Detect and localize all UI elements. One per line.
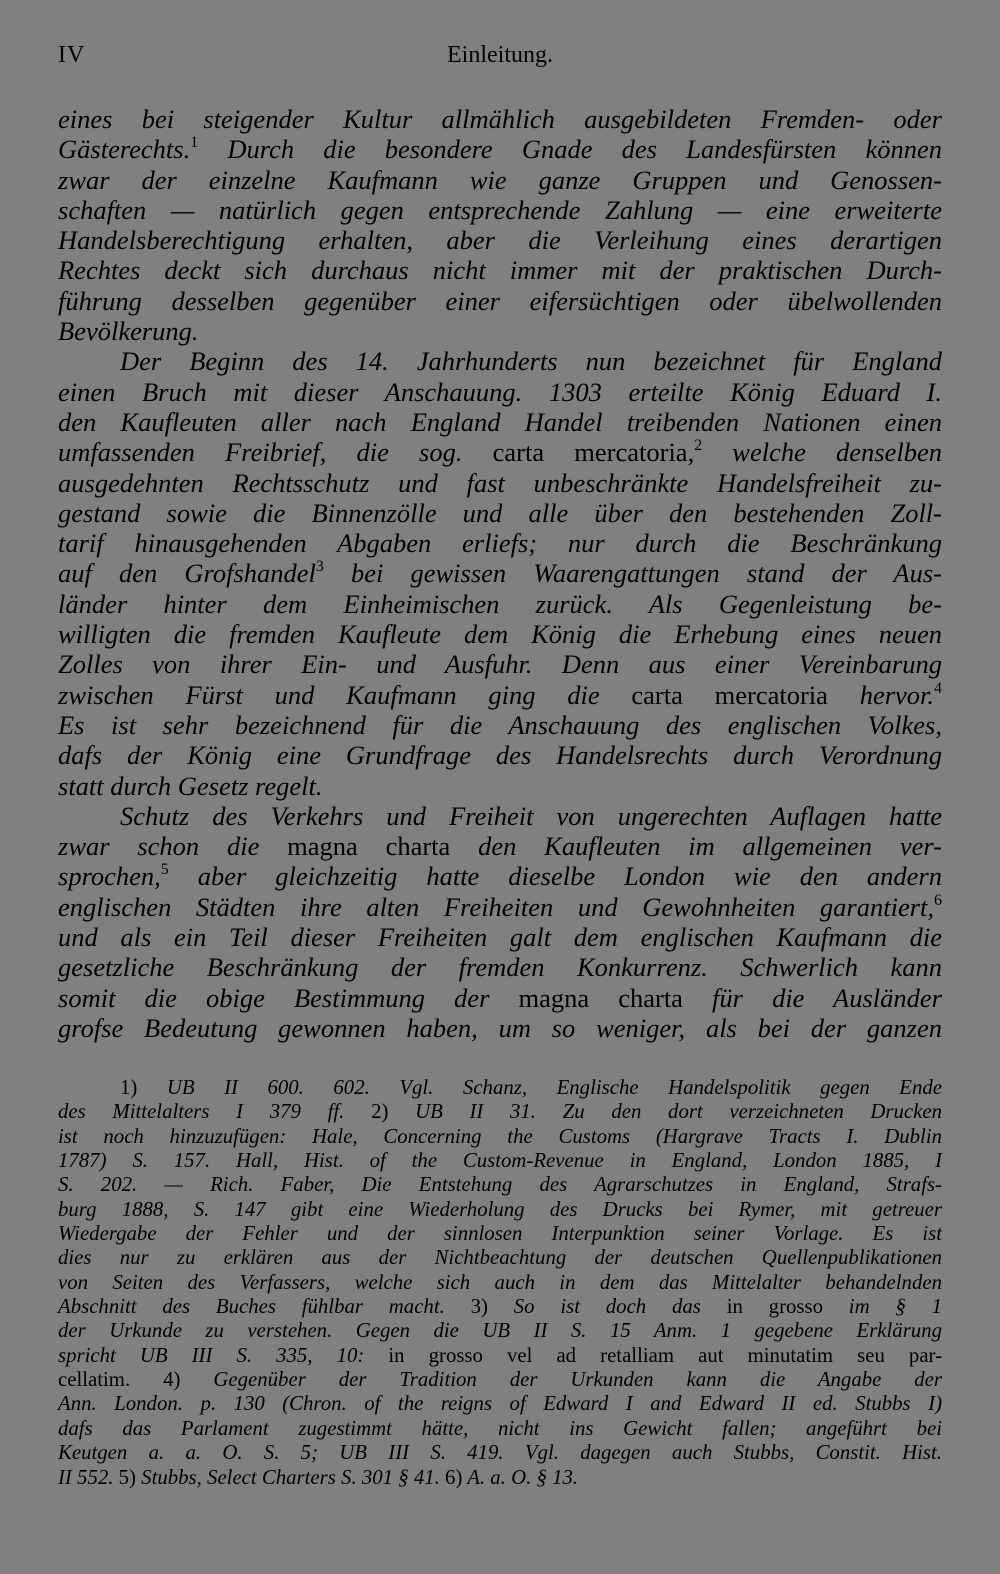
text-run: von Seiten des Verfassers, welche sich auch in dem das Mittelalter behandelnden bbox=[58, 1270, 942, 1294]
text-run: dies nur zu erklären aus der Nichtbeachtung der deutschen Quellenpublikationen bbox=[58, 1246, 942, 1270]
text-run: Stubbs, Select Charters S. 301 § 41. bbox=[135, 1465, 446, 1489]
text-run: A. a. O. § 13. bbox=[462, 1465, 579, 1489]
text-run: welche denselben bbox=[702, 437, 942, 468]
footnote-line bbox=[58, 1222, 942, 1246]
text-line bbox=[58, 528, 942, 558]
footnote-line bbox=[58, 1319, 942, 1343]
text-run: englischen Städten ihre alten Freiheiten und Gewohnheiten garantiert, bbox=[58, 891, 935, 922]
text-run: So ist doch das bbox=[487, 1295, 727, 1319]
text-line bbox=[58, 861, 942, 891]
text-run: ist noch hinzuzufügen: Hale, Concerning the Customs (Hargrave Tracts I. Dublin bbox=[58, 1124, 942, 1148]
text-line bbox=[58, 771, 942, 801]
text-run: aber gleichzeitig hatte dieselbe London wie den andern bbox=[168, 861, 942, 892]
footnote-line bbox=[58, 1149, 942, 1173]
upright-text: carta mercatoria bbox=[631, 679, 828, 710]
upright-text: 6) bbox=[445, 1465, 463, 1489]
text-run: Handelsberechtigung erhalten, aber die Verleihung eines derartigen bbox=[58, 225, 942, 256]
running-head: Einleitung. bbox=[447, 42, 553, 68]
text-line bbox=[58, 831, 942, 861]
text-run: Wiedergabe der Fehler und der sinnlosen Interpunktion seiner Vorlage. Es ist bbox=[58, 1222, 942, 1246]
footnote-line bbox=[58, 1392, 942, 1416]
main-text bbox=[58, 104, 942, 1043]
text-run: dafs der König eine Grundfrage des Handelsrechts durch Verordnung bbox=[58, 740, 942, 771]
footnote-line bbox=[58, 1076, 942, 1100]
text-line bbox=[58, 892, 942, 922]
footnote-line bbox=[58, 1173, 942, 1197]
text-run: Keutgen a. a. O. S. 5; UB III S. 419. Vgl. dagegen auch Stubbs, Constit. Hist. bbox=[58, 1441, 942, 1465]
text-run: ausgedehnten Rechtsschutz und fast unbeschränkte Handelsfreiheit zu- bbox=[58, 467, 942, 498]
upright-text: cellatim. bbox=[58, 1368, 131, 1392]
text-line bbox=[58, 922, 942, 952]
text-run: Schutz des Verkehrs und Freiheit von ungerechten Auflagen hatte bbox=[120, 800, 942, 831]
text-run: gesetzliche Beschränkung der fremden Konkurrenz. Schwerlich kann bbox=[58, 952, 942, 983]
text-run: Es ist sehr bezeichnend für die Anschauung des englischen Volkes, bbox=[58, 709, 942, 740]
text-line bbox=[58, 952, 942, 982]
footnote-line bbox=[58, 1271, 942, 1295]
text-line bbox=[58, 619, 942, 649]
text-line bbox=[58, 165, 942, 195]
text-run: schaften — natürlich gegen entsprechende Zahlung — eine erweiterte bbox=[58, 194, 942, 225]
upright-text: 2) bbox=[371, 1100, 389, 1124]
footnote-line bbox=[58, 1417, 942, 1441]
text-run: zwischen Fürst und Kaufmann ging die bbox=[58, 679, 632, 710]
text-line bbox=[58, 255, 942, 285]
text-line bbox=[58, 710, 942, 740]
text-run: tarif hinausgehenden Abgaben erliefs; nur durch die Beschränkung bbox=[58, 528, 942, 559]
text-run: Der Beginn des 14. Jahrhunderts nun bezeichnet für England bbox=[120, 346, 942, 377]
text-run: umfassenden Freibrief, die sog. bbox=[58, 437, 493, 468]
footnote-marker: 5 bbox=[160, 861, 169, 879]
text-run: den Kaufleuten im allgemeinen ver- bbox=[450, 831, 942, 862]
text-run: Bevölkerung. bbox=[58, 316, 199, 347]
text-line bbox=[58, 468, 942, 498]
text-line bbox=[58, 286, 942, 316]
text-run: 1787) S. 157. Hall, Hist. of the Custom-Revenue in England, London 1885, I bbox=[58, 1149, 942, 1173]
page-number: IV bbox=[58, 42, 86, 68]
text-line bbox=[58, 558, 942, 588]
upright-text: magna charta bbox=[518, 982, 683, 1013]
text-line bbox=[58, 407, 942, 437]
upright-text: 3) bbox=[470, 1295, 488, 1319]
upright-text: magna charta bbox=[287, 831, 451, 862]
upright-text: carta mercatoria, bbox=[492, 437, 695, 468]
text-run: führung desselben gegenüber einer eifersüchtigen oder übelwollenden bbox=[58, 285, 942, 316]
text-line bbox=[58, 377, 942, 407]
text-run: II 552. bbox=[58, 1465, 119, 1489]
footnote-line bbox=[58, 1295, 942, 1319]
text-run: Zolles von ihrer Ein- und Ausfuhr. Denn aus einer Vereinbarung bbox=[58, 649, 942, 680]
upright-text: 4) bbox=[163, 1368, 181, 1392]
footnote-marker: 6 bbox=[934, 891, 942, 909]
text-run: Abschnitt des Buches fühlbar macht. bbox=[58, 1295, 471, 1319]
text-run: der Urkunde zu verstehen. Gegen die UB II S. 15 Anm. 1 gegebene Erklärung bbox=[58, 1319, 942, 1343]
footnote-line bbox=[58, 1246, 942, 1270]
footnote-marker: 2 bbox=[694, 437, 703, 455]
text-run: auf den Grofshandel bbox=[58, 558, 316, 589]
text-run: dafs das Parlament zugestimmt hätte, nicht ins Gewicht fallen; angeführt bei bbox=[58, 1416, 942, 1440]
footnote-line bbox=[58, 1125, 942, 1149]
upright-text: 5) bbox=[118, 1465, 136, 1489]
text-run bbox=[130, 1368, 163, 1391]
text-run: UB II 31. Zu den dort verzeichneten Drucken bbox=[388, 1100, 943, 1124]
text-run: willigten die fremden Kaufleute dem König die Erhebung eines neuen bbox=[58, 619, 942, 650]
text-run: sprochen, bbox=[58, 861, 161, 892]
text-line bbox=[58, 740, 942, 770]
text-line bbox=[58, 589, 942, 619]
text-run: somit die obige Bestimmung der bbox=[58, 982, 519, 1013]
text-run: grofse Bedeutung gewonnen haben, um so weniger, als bei der ganzen bbox=[58, 1012, 942, 1043]
footnote-line bbox=[58, 1198, 942, 1222]
text-run: S. 202. — Rich. Faber, Die Entstehung des Agrarschutzes in England, Strafs- bbox=[58, 1173, 942, 1197]
text-run: und als ein Teil dieser Freiheiten galt dem englischen Kaufmann die bbox=[58, 922, 942, 953]
footnote-line bbox=[58, 1368, 942, 1392]
footnote-marker: 4 bbox=[934, 679, 942, 697]
text-line bbox=[58, 225, 942, 255]
text-run: statt durch Gesetz regelt. bbox=[58, 770, 323, 801]
text-run: des Mittelalters I 379 ff. bbox=[58, 1100, 372, 1124]
text-run: Rechtes deckt sich durchaus nicht immer mit der praktischen Durch- bbox=[58, 255, 942, 286]
text-run: bei gewissen Waarengattungen stand der Aus- bbox=[323, 558, 942, 589]
text-line bbox=[58, 437, 942, 467]
text-line bbox=[58, 134, 942, 164]
text-line bbox=[58, 346, 942, 376]
upright-text: 1) bbox=[120, 1076, 138, 1099]
footnote-line bbox=[58, 1441, 942, 1465]
footnote-line bbox=[58, 1344, 942, 1368]
text-run: Gästerechts. bbox=[58, 134, 191, 165]
text-line bbox=[58, 1013, 942, 1043]
upright-text: in grosso vel ad retalliam aut minutatim seu par- bbox=[388, 1343, 942, 1367]
text-run: im § 1 bbox=[823, 1295, 942, 1319]
text-run: zwar schon die bbox=[58, 831, 288, 862]
footnote-line bbox=[58, 1100, 942, 1124]
text-run: für die Ausländer bbox=[682, 982, 942, 1013]
text-run: Durch die besondere Gnade des Landesfürsten können bbox=[198, 134, 942, 165]
footnote-marker: 3 bbox=[315, 558, 324, 576]
footnotes bbox=[58, 1076, 942, 1490]
footnote-line bbox=[58, 1466, 942, 1490]
text-run: UB II 600. 602. Vgl. Schanz, Englische Handelspolitik gegen Ende bbox=[137, 1076, 942, 1099]
text-line bbox=[58, 316, 942, 346]
footnote-marker: 1 bbox=[190, 134, 199, 152]
text-run: Ann. London. p. 130 (Chron. of the reigns of Edward I and Edward II ed. Stubbs I) bbox=[58, 1392, 942, 1416]
text-run: hervor. bbox=[827, 679, 935, 710]
text-run: eines bei steigender Kultur allmählich ausgebildeten Fremden- oder bbox=[58, 104, 942, 134]
text-run: den Kaufleuten aller nach England Handel treibenden Nationen einen bbox=[58, 406, 942, 437]
text-line bbox=[58, 104, 942, 134]
text-run: burg 1888, S. 147 gibt eine Wiederholung des Drucks bei Rymer, mit getreuer bbox=[58, 1197, 942, 1221]
page-header bbox=[58, 42, 942, 78]
text-line bbox=[58, 649, 942, 679]
text-run: spricht UB III S. 335, 10: bbox=[58, 1343, 389, 1367]
text-run: gestand sowie die Binnenzölle und alle über den bestehenden Zoll- bbox=[58, 497, 942, 528]
text-line bbox=[58, 983, 942, 1013]
text-line bbox=[58, 801, 942, 831]
text-run: einen Bruch mit dieser Anschauung. 1303 erteilte König Eduard I. bbox=[58, 376, 942, 407]
text-run: länder hinter dem Einheimischen zurück. Als Gegenleistung be- bbox=[58, 588, 942, 619]
text-line bbox=[58, 195, 942, 225]
text-line bbox=[58, 680, 942, 710]
text-run: Gegenüber der Tradition der Urkunden kann die Angabe der bbox=[180, 1368, 942, 1392]
text-run: zwar der einzelne Kaufmann wie ganze Gruppen und Genossen- bbox=[58, 164, 942, 195]
upright-text: in grosso bbox=[726, 1295, 823, 1319]
text-line bbox=[58, 498, 942, 528]
